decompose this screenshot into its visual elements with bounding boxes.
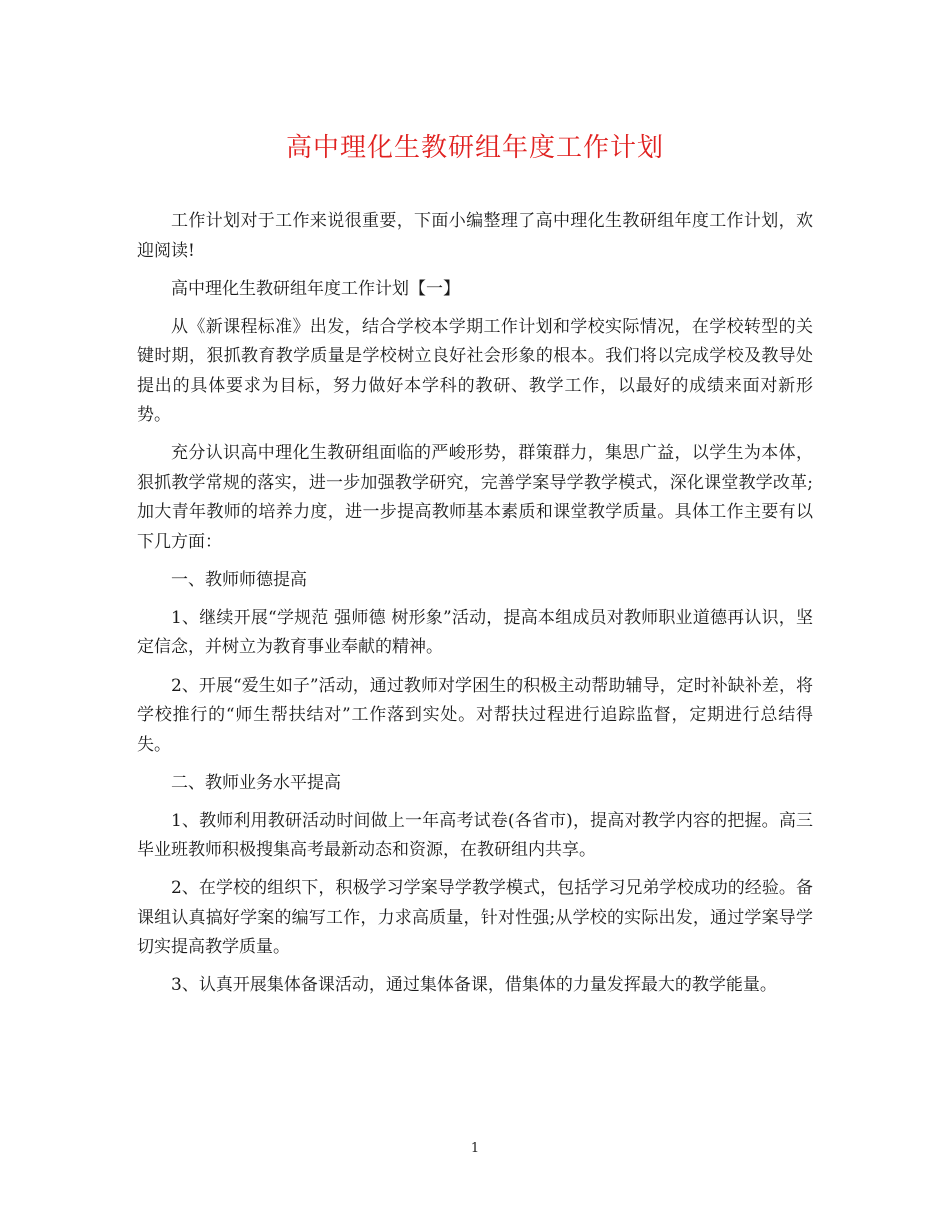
list-item: 3、认真开展集体备课活动，通过集体备课，借集体的力量发挥最大的教学能量。 <box>171 975 777 996</box>
intro-paragraph: 工作计划对于工作来说很重要，下面小编整理了高中理化生教研组年度工作计划，欢迎阅读! <box>137 211 813 261</box>
section-heading-plan-one: 高中理化生教研组年度工作计划【一】 <box>171 278 460 299</box>
document-body <box>137 207 813 1010</box>
body-paragraph: 充分认识高中理化生教研组面临的严峻形势，群策群力，集思广益，以学生为本体，狠抓教学常规的落实，进一步加强教学研究，完善学案导学教学模式，深化课堂教学改革;加大青年教师的培养力度，进一步提高教师基本素质和课堂教学质量。具体工作主要有以下几方面： <box>137 443 813 552</box>
list-item: 1、教师利用教研活动时间做上一年高考试卷(各省市)，提高对教学内容的把握。高三毕业班教师积极搜集高考最新动态和资源，在教研组内共享。 <box>137 810 813 861</box>
list-item: 2、在学校的组织下，积极学习学案导学教学模式，包括学习兄弟学校成功的经验。备课组认真搞好学案的编写工作，力求高质量，针对性强;从学校的实际出发，通过学案导学切实提高教学质量。 <box>137 878 813 958</box>
list-item: 2、开展“爱生如子”活动，通过教师对学困生的积极主动帮助辅导，定时补缺补差，将学校推行的“师生帮扶结对”工作落到实处。对帮扶过程进行追踪监督，定期进行总结得失。 <box>137 675 813 755</box>
page-number: 1 <box>470 1141 480 1156</box>
list-item: 1、继续开展“学规范 强师德 树形象”活动，提高本组成员对教师职业道德再认识，坚定信念，并树立为教育事业奉献的精神。 <box>137 607 813 658</box>
section-heading-professional-level: 二、教师业务水平提高 <box>171 772 341 793</box>
document-title: 高中理化生教研组年度工作计划 <box>285 133 664 163</box>
section-heading-teacher-ethics: 一、教师师德提高 <box>171 569 307 590</box>
body-paragraph: 从《新课程标准》出发，结合学校本学期工作计划和学校实际情况，在学校转型的关键时期，狠抓教育教学质量是学校树立良好社会形象的根本。我们将以完成学校及教导处提出的具体要求为目标，努力做好本学科的教研、教学工作，以最好的成绩来面对新形势。 <box>137 316 813 426</box>
